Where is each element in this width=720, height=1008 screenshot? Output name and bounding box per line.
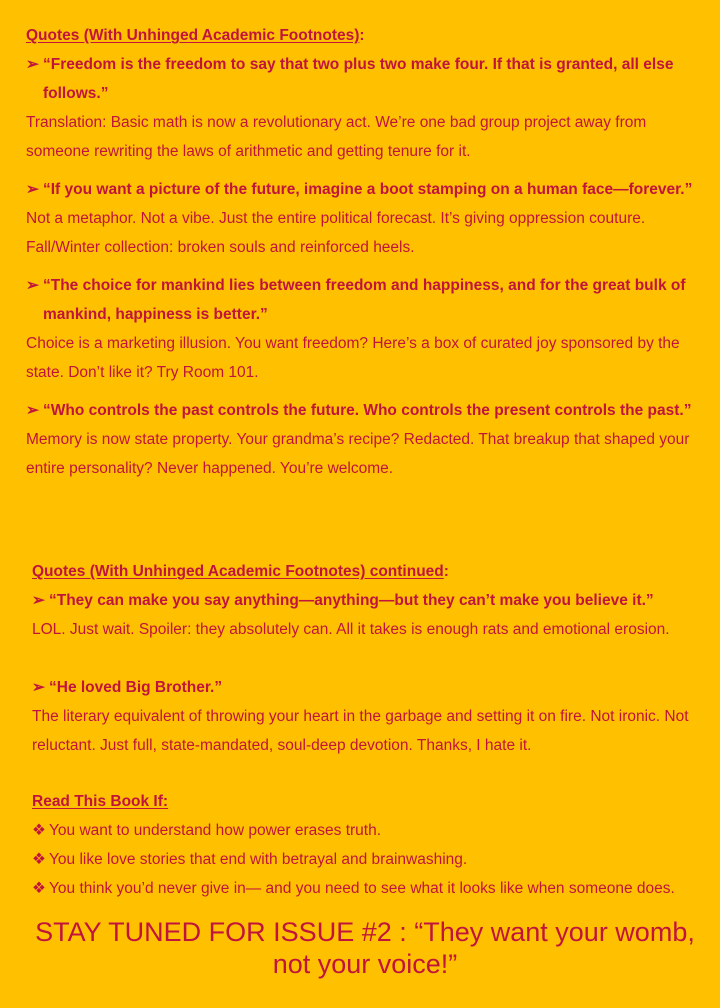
quote-text: “Freedom is the freedom to say that two plus two make four. If that is granted, all else follows.” [43, 56, 674, 102]
quote-text: “They can make you say anything—anything—but they can’t make you believe it.” [49, 592, 654, 609]
quote-footnote: Choice is a marketing illusion. You want freedom? Here’s a box of curated joy sponsored by the state. Don’t like it? Try Room 101. [26, 335, 680, 381]
quotes-section [26, 21, 706, 483]
diamond-bullet-icon: ❖ [32, 880, 46, 897]
quote-item [32, 586, 712, 615]
quote-item [26, 175, 706, 204]
quote-footnote: Memory is now state property. Your grandma’s recipe? Redacted. That breakup that shaped your entire personality? Never happened. You’re welcome. [26, 431, 690, 477]
arrow-bullet-icon: ➢ [26, 56, 39, 73]
quote-text: “He loved Big Brother.” [49, 679, 223, 696]
quote-text: “Who controls the past controls the future. Who controls the present controls the past.” [43, 402, 692, 419]
list-item-text: You like love stories that end with betrayal and brainwashing. [49, 851, 468, 868]
list-item [32, 816, 712, 845]
section-heading: Quotes (With Unhinged Academic Footnotes) continued: [32, 563, 449, 580]
arrow-bullet-icon: ➢ [32, 592, 45, 609]
quote-item [26, 396, 706, 425]
section-heading: Read This Book If: [32, 793, 169, 810]
diamond-bullet-icon: ❖ [32, 822, 46, 839]
quote-item [26, 271, 706, 329]
list-item-text: You want to understand how power erases truth. [49, 822, 382, 839]
quote-footnote: Translation: Basic math is now a revolutionary act. We’re one bad group project away from someone rewriting the laws of arithmetic and getting tenure for it. [26, 114, 647, 160]
stay-tuned-banner: STAY TUNED FOR ISSUE #2 : “They want your womb, not your voice!” [35, 917, 695, 979]
list-item [32, 845, 712, 874]
arrow-bullet-icon: ➢ [32, 679, 45, 696]
list-item-text: You think you’d never give in— and you need to see what it looks like when someone does. [49, 880, 675, 897]
read-this-book-section [32, 787, 712, 903]
arrow-bullet-icon: ➢ [26, 402, 39, 419]
quote-footnote: LOL. Just wait. Spoiler: they absolutely can. All it takes is enough rats and emotional erosion. [32, 621, 670, 638]
section-heading: Quotes (With Unhinged Academic Footnotes): [26, 27, 365, 44]
diamond-bullet-icon: ❖ [32, 851, 46, 868]
list-item [32, 874, 712, 903]
quote-footnote: The literary equivalent of throwing your heart in the garbage and setting it on fire. Not ironic. Not reluctant. Just full, state-mandated, soul-deep devotion. Thanks, I hate it. [32, 708, 689, 754]
quote-text: “The choice for mankind lies between freedom and happiness, and for the great bulk of mankind, happiness is better.” [43, 277, 686, 323]
arrow-bullet-icon: ➢ [26, 277, 39, 294]
quotes-continued-section [32, 557, 712, 760]
quote-item [32, 673, 712, 702]
quote-footnote: Not a metaphor. Not a vibe. Just the entire political forecast. It’s giving oppression couture. Fall/Winter collection: broken souls and reinforced heels. [26, 210, 646, 256]
quote-text: “If you want a picture of the future, imagine a boot stamping on a human face—forever.” [43, 181, 693, 198]
arrow-bullet-icon: ➢ [26, 181, 39, 198]
quote-item [26, 50, 706, 108]
